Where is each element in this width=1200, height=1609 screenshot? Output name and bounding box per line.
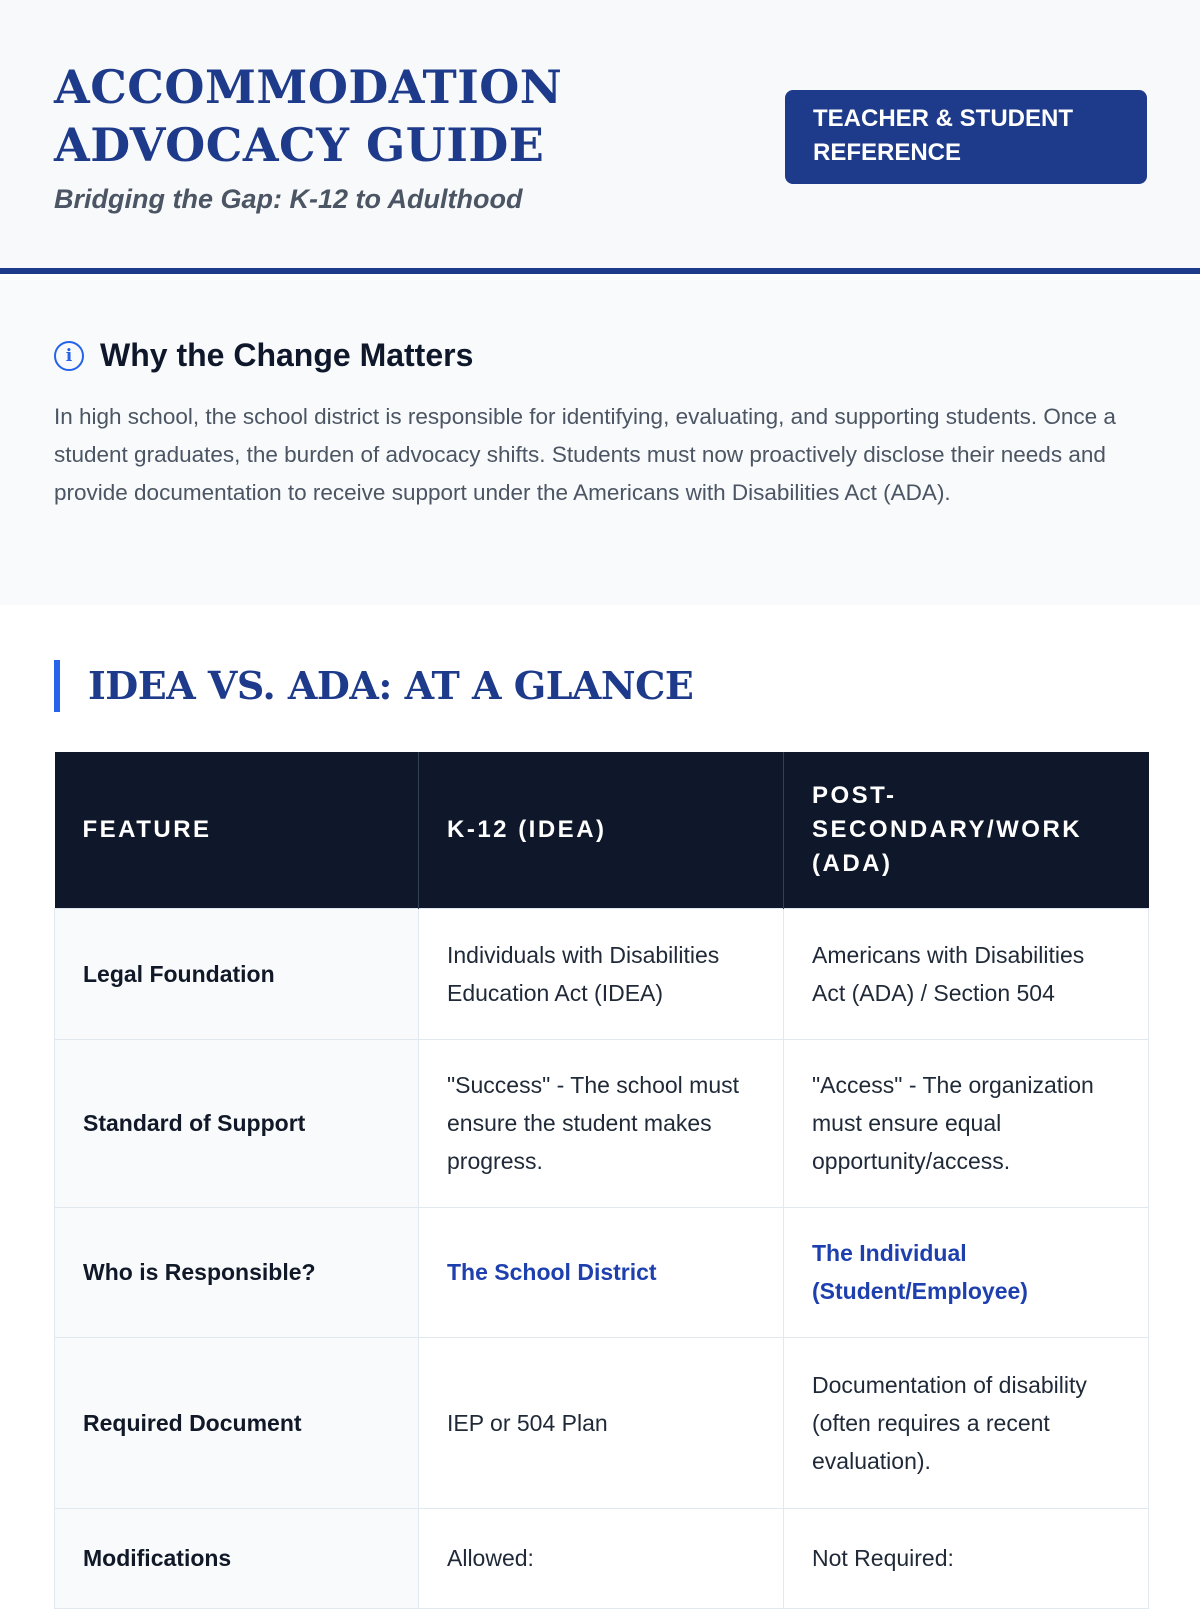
- row-ada: Americans with Disabilities Act (ADA) / Section 504: [784, 908, 1149, 1039]
- why-section: [0, 280, 1200, 605]
- row-ada: The Individual (Student/Employee): [784, 1207, 1149, 1337]
- row-feature: Legal Foundation: [55, 908, 419, 1039]
- table-row: [55, 908, 1149, 1039]
- why-title: Why the Change Matters: [100, 337, 474, 373]
- row-k12: Individuals with Disabilities Education Act (IDEA): [419, 908, 784, 1039]
- row-ada: Not Required:: [784, 1508, 1149, 1608]
- row-feature: Modifications: [55, 1508, 419, 1608]
- page-subtitle: Bridging the Gap: K-12 to Adulthood: [54, 184, 523, 214]
- why-heading: [54, 337, 473, 374]
- table-row: [55, 1337, 1149, 1508]
- title-line-2: ADVOCACY GUIDE: [54, 118, 545, 172]
- comparison-table: [54, 752, 1149, 1609]
- header-ada: POST-SECONDARY/WORK (ADA): [784, 752, 1149, 908]
- table-header-row: [55, 752, 1149, 908]
- row-feature: Who is Responsible?: [55, 1207, 419, 1337]
- comparison-section-title: IDEA VS. ADA: AT A GLANCE: [54, 660, 693, 712]
- why-body: In high school, the school district is responsible for identifying, evaluating, and supporting students. Once a student graduates, the burden of advocacy shifts. Students must now proactively disclose their needs and provide documentation to receive support under the Americans with Disabilities Act (ADA).: [54, 404, 1116, 505]
- table-row: [55, 1207, 1149, 1337]
- reference-badge: [785, 90, 1147, 184]
- page-title: [54, 58, 562, 174]
- row-k12: Allowed:: [419, 1508, 784, 1608]
- row-k12: "Success" - The school must ensure the student makes progress.: [419, 1039, 784, 1207]
- badge-line-1: TEACHER & STUDENT: [813, 105, 1074, 132]
- info-icon: i: [54, 341, 84, 371]
- row-feature: Required Document: [55, 1337, 419, 1508]
- page-header: [0, 0, 1200, 274]
- header-k12: K-12 (IDEA): [419, 752, 784, 908]
- row-feature: Standard of Support: [55, 1039, 419, 1207]
- title-line-1: ACCOMMODATION: [54, 60, 563, 114]
- table-row: [55, 1508, 1149, 1608]
- badge-line-2: REFERENCE: [813, 139, 962, 166]
- row-ada: "Access" - The organization must ensure equal opportunity/access.: [784, 1039, 1149, 1207]
- header-feature: FEATURE: [55, 752, 419, 908]
- row-k12: The School District: [419, 1207, 784, 1337]
- row-k12: IEP or 504 Plan: [419, 1337, 784, 1508]
- row-ada: Documentation of disability (often requires a recent evaluation).: [784, 1337, 1149, 1508]
- table-row: [55, 1039, 1149, 1207]
